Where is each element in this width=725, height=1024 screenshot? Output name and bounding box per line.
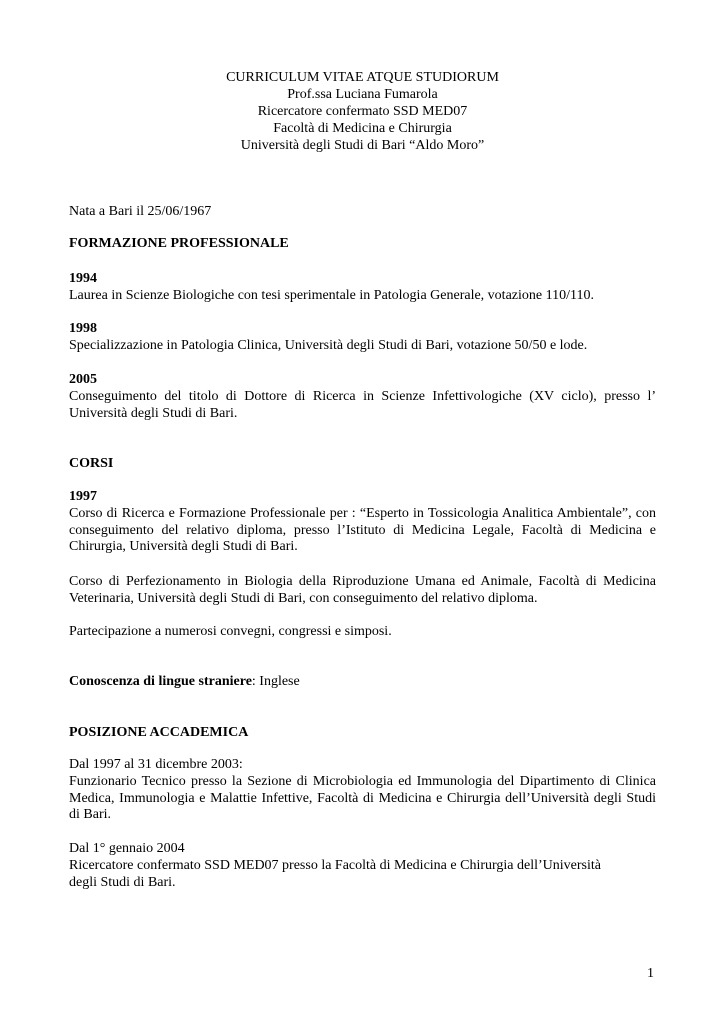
formazione-year-1994: 1994: [69, 271, 97, 286]
header-role: Ricercatore confermato SSD MED07: [257, 104, 468, 119]
posizione-period-1: Dal 1997 al 31 dicembre 2003:: [69, 757, 243, 772]
posizione-text-2-line-2: degli Studi di Bari.: [69, 875, 176, 890]
corsi-year-1997: 1997: [69, 489, 97, 504]
formazione-year-1998: 1998: [69, 321, 97, 336]
posizione-heading: POSIZIONE ACCADEMICA: [69, 725, 249, 740]
formazione-text-2005: Conseguimento del titolo di Dottore di Ricerca in Scienze Infettivologiche (XV ciclo), presso l’ Università degli Studi di Bari.: [69, 389, 656, 421]
header-name: Prof.ssa Luciana Fumarola: [287, 87, 438, 102]
lingue-value: : Inglese: [251, 674, 300, 689]
header-faculty: Facoltà di Medicina e Chirurgia: [273, 121, 452, 136]
corsi-paragraph-3: Partecipazione a numerosi convegni, congressi e simposi.: [69, 624, 392, 639]
document-header: [0, 69, 725, 154]
corsi-paragraph-2: Corso di Perfezionamento in Biologia della Riproduzione Umana ed Animale, Facoltà di Medicina Veterinaria, Università degli Studi di Bari, con conseguimento del relativo diploma.: [69, 574, 656, 606]
posizione-text-2-line-1: Ricercatore confermato SSD MED07 presso la Facoltà di Medicina e Chirurgia dell’Università: [69, 858, 601, 873]
page-number: 1: [647, 966, 654, 981]
posizione-period-2: Dal 1° gennaio 2004: [69, 841, 185, 856]
lingue-line: [69, 674, 656, 691]
formazione-text-1994: Laurea in Scienze Biologiche con tesi sperimentale in Patologia Generale, votazione 110/110.: [69, 288, 594, 303]
corsi-heading: CORSI: [69, 456, 114, 471]
lingue-label: Conoscenza di lingue straniere: [69, 674, 252, 689]
formazione-heading: FORMAZIONE PROFESSIONALE: [69, 236, 289, 251]
header-university: Università degli Studi di Bari “Aldo Moro”: [240, 138, 485, 153]
posizione-text-1: Funzionario Tecnico presso la Sezione di Microbiologia ed Immunologia del Dipartimento di Clinica Medica, Immunologia e Malattie Infettive, Facoltà di Medicina e Chirurgia dell’Università degli Studi di Bari.: [69, 774, 656, 822]
corsi-paragraph-1: Corso di Ricerca e Formazione Professionale per : “Esperto in Tossicologia Analitica Ambientale”, con conseguimento del relativo diploma, presso l’Istituto di Medicina Legale, Facoltà di Medicina e Chirurgia, Università degli Studi di Bari.: [69, 506, 656, 554]
header-title: CURRICULUM VITAE ATQUE STUDIORUM: [226, 70, 499, 85]
birth-info: Nata a Bari il 25/06/1967: [69, 204, 212, 219]
formazione-year-2005: 2005: [69, 372, 97, 387]
formazione-text-1998: Specializzazione in Patologia Clinica, Università degli Studi di Bari, votazione 50/50 e lode.: [69, 338, 588, 353]
